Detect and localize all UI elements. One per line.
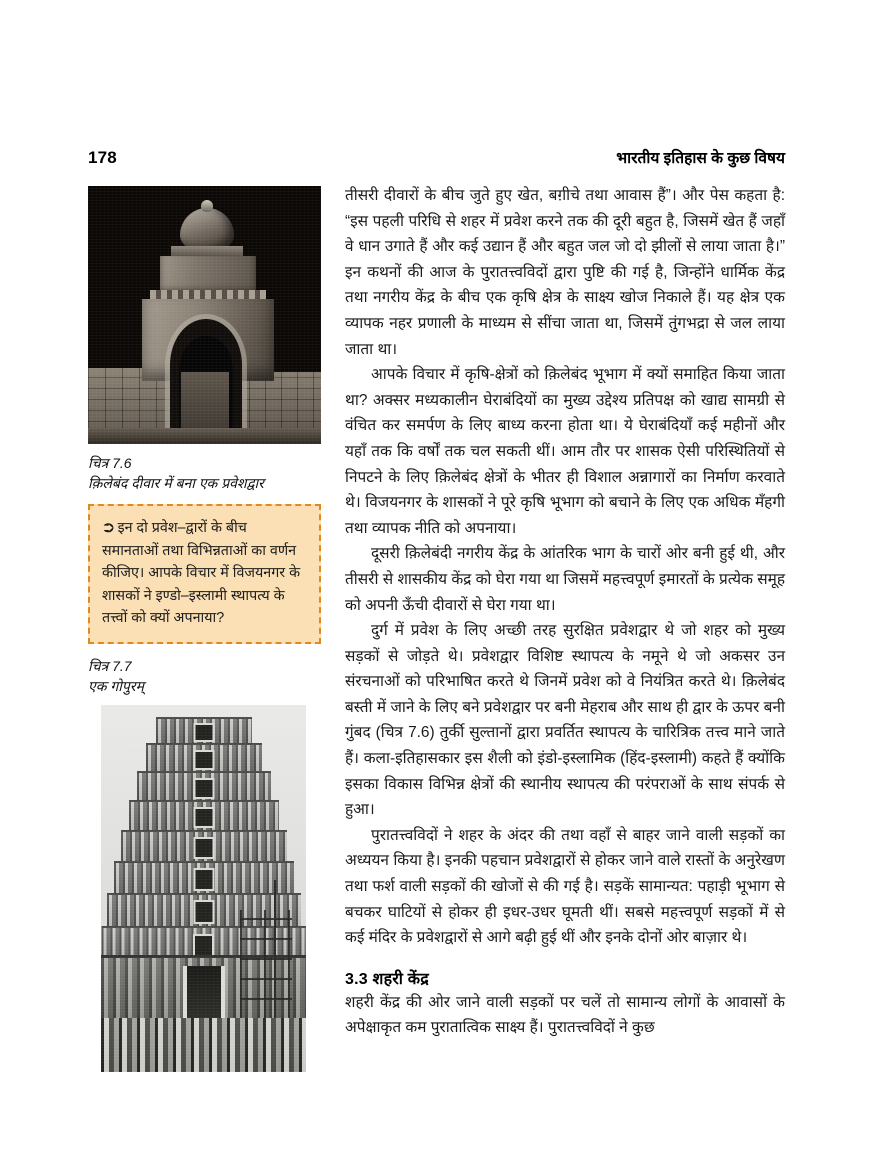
section-heading: 3.3 शहरी केंद्र <box>345 970 429 988</box>
figure-7-7-image <box>101 705 306 1072</box>
page-header <box>88 146 785 168</box>
figure-7-6-image <box>88 186 321 444</box>
figure-7-7-caption <box>88 656 321 696</box>
paragraph: दुर्ग में प्रवेश के लिए अच्छी तरह सुरक्षित प्रवेशद्वार थे जो शहर को मुख्य सड़कों से जोड़ते थे। प्रवेशद्वार विशिष्ट स्थापत्य के नमूने थे जो अकसर उन संरचनाओं को परिभाषित करते थे जिनमें प्रवेश को वे नियंत्रित करते थे। क़िलेबंद बस्ती में जाने के लिए बने प्रवेशद्वार पर बनी मेहराब और साथ ही द्वार के ऊपर बनी गुंबद (चित्र 7.6) तुर्की सुल्तानों द्वारा प्रवर्तित स्थापत्य के चारित्रिक तत्त्व माने जाते हैं। कला-इतिहासकार इस शैली को इंडो-इस्लामिक (हिंद-इस्लामी) कहते हैं क्योंकि इसका विकास विभिन्न क्षेत्रों की स्थानीय स्थापत्य की परंपराओं के साथ संपर्क से हुआ। <box>345 622 785 819</box>
left-column <box>88 186 321 1072</box>
figure-7-6 <box>88 186 321 493</box>
activity-box <box>88 504 321 644</box>
arrow-bullet-icon: ➲ <box>101 519 116 536</box>
paragraph: पुरातत्त्वविदों ने शहर के अंदर की तथा वहाँ से बाहर जाने वाली सड़कों का अध्ययन किया है। इनकी पहचान प्रवेशद्वारों से होकर जाने वाले रास्तों के अनुरेखण तथा फर्श वाली सड़कों की खोजों से की गई है। सड़कें सामान्यत: पहाड़ी भूभाग से बचकर घाटियों से होकर ही इधर-उधर घूमती थीं। सबसे महत्त्वपूर्ण सड़कों में से कई मंदिर के प्रवेशद्वारों से आगे बढ़ी हुई थीं और इनके दोनों ओर बाज़ार थे। <box>345 826 785 947</box>
photo-grain <box>101 705 306 1072</box>
main-text-column <box>345 183 785 1041</box>
figure-7-7-caption-text: एक गोपुरम् <box>88 677 144 694</box>
paragraph: तीसरी दीवारों के बीच जुते हुए खेत, बग़ीचे तथा आवास हैं”। और पेस कहता है: “इस पहली परिधि से शहर में प्रवेश करने तक की दूरी बहुत है, जिसमें खेत हैं जहाँ वे धान उगाते हैं और कई उद्यान हैं और बहुत जल जो दो झीलों से लाया जाता है।” इन कथनों की आज के पुरातत्त्वविदों द्वारा पुष्टि की गई है, जिन्होंने धार्मिक केंद्र तथा नगरीय केंद्र के बीच एक कृषि क्षेत्र के साक्ष्य खोज निकाले हैं। यह क्षेत्र एक व्यापक नहर प्रणाली के माध्यम से सींचा जाता था, जिसमें तुंगभद्रा से जल लाया जाता था। <box>345 187 785 358</box>
figure-7-7-caption-number: चित्र 7.7 <box>88 657 132 674</box>
paragraph: दूसरी क़िलेबंदी नगरीय केंद्र के आंतरिक भाग के चारों ओर बनी हुई थी, और तीसरी से शासकीय केंद्र को घेरा गया था जिसमें महत्त्वपूर्ण इमारतों के प्रत्येक समूह को अपनी ऊँची दीवारों से घेरा गया था। <box>345 545 785 614</box>
paragraph: आपके विचार में कृषि-क्षेत्रों को क़िलेबंद भूभाग में क्यों समाहित किया जाता था? अक्सर मध्यकालीन घेराबंदियों का मुख्य उद्देश्य प्रतिपक्ष को खाद्य सामग्री से वंचित कर समर्पण के लिए बाध्य करना होता था। ये घेराबंदियाँ कई महीनों और यहाँ तक कि वर्षों तक चल सकती थीं। आम तौर पर शासक ऐसी परिस्थितियों से निपटने के लिए क़िलेबंद क्षेत्रों के भीतर ही विशाल अन्नागारों का निर्माण करवाते थे। विजयनगर के शासकों ने पूरे कृषि भूभाग को बचाने के लिए एक अधिक मँहगी तथा व्यापक नीति को अपनाया। <box>345 366 785 537</box>
page-number: 178 <box>88 148 117 167</box>
photo-grain <box>88 186 321 444</box>
figure-7-7 <box>88 656 321 1072</box>
figure-7-6-caption-number: चित्र 7.6 <box>88 455 132 471</box>
figure-7-6-caption <box>88 453 321 493</box>
paragraph: शहरी केंद्र की ओर जाने वाली सड़कों पर चलें तो सामान्य लोगों के आवासों के अपेक्षाकृत कम पुरातात्विक साक्ष्य हैं। पुरातत्त्वविदों ने कुछ <box>345 993 785 1037</box>
activity-box-body <box>102 517 307 630</box>
figure-7-6-caption-text: क़िलेबंद दीवार में बना एक प्रवेशद्वार <box>88 475 264 491</box>
running-head: भारतीय इतिहास के कुछ विषय <box>616 150 785 167</box>
activity-box-text: इन दो प्रवेश–द्वारों के बीच समानताओं तथा विभिन्नताओं का वर्णन कीजिए। आपके विचार में विजयनगर के शासकों ने इण्डो–इस्लामी स्थापत्य के तत्त्वों को क्यों अपनाया? <box>102 520 301 626</box>
